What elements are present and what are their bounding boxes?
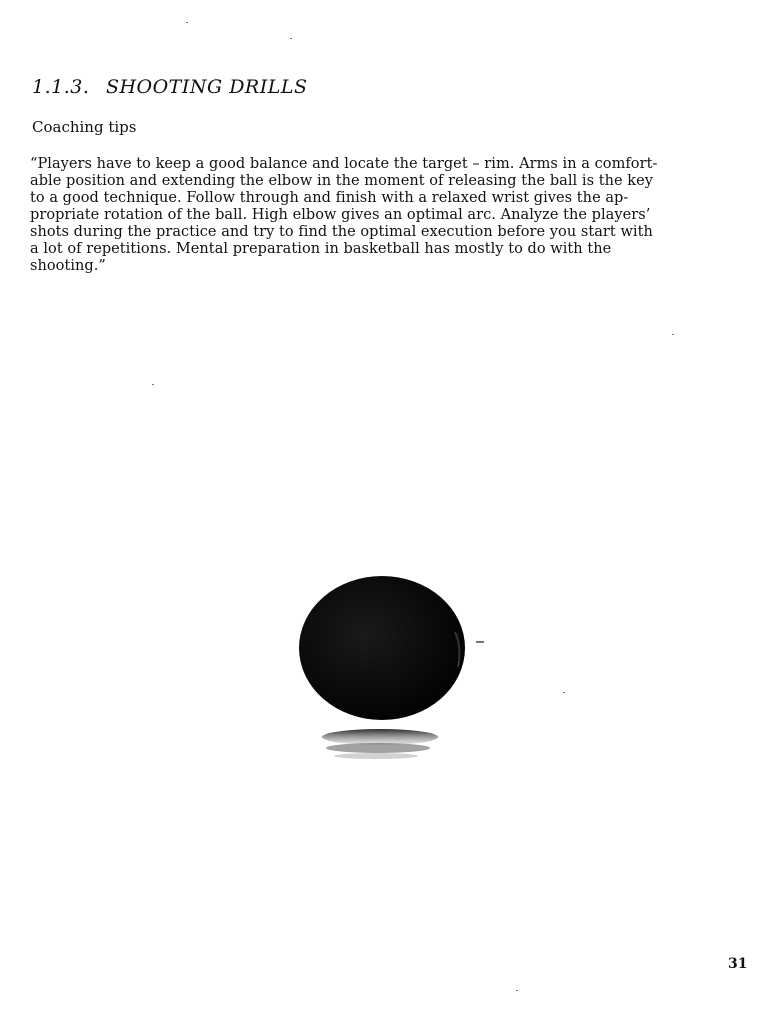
subheading-coaching-tips: Coaching tips bbox=[32, 118, 137, 136]
quote-line: propriate rotation of the ball. High elbow gives an optimal arc. Analyze the players’ bbox=[30, 207, 651, 223]
quote-line: able position and extending the elbow in the moment of releasing the ball is the key bbox=[30, 173, 654, 189]
ball-shadow-streak bbox=[334, 753, 418, 759]
quote-line: to a good technique. Follow through and finish with a relaxed wrist gives the ap- bbox=[30, 190, 629, 206]
scan-speck bbox=[186, 22, 188, 23]
page-number: 31 bbox=[728, 956, 748, 972]
scan-speck bbox=[672, 334, 674, 335]
section-title: SHOOTING DRILLS bbox=[105, 76, 308, 98]
ball-svg bbox=[290, 572, 490, 772]
ball-shadow-streak bbox=[326, 743, 430, 753]
scan-speck bbox=[516, 990, 518, 991]
scan-speck bbox=[290, 38, 292, 39]
scan-speck bbox=[563, 692, 565, 693]
quote-line: shots during the practice and try to find the optimal execution before you start with bbox=[30, 224, 653, 240]
basketball-illustration bbox=[290, 572, 490, 772]
quote-line: “Players have to keep a good balance and locate the target – rim. Arms in a comfort- bbox=[30, 156, 658, 172]
section-heading bbox=[32, 76, 308, 98]
coaching-quote bbox=[30, 156, 730, 275]
ball bbox=[299, 576, 465, 720]
scan-speck bbox=[152, 384, 154, 385]
quote-line: a lot of repetitions. Mental preparation in basketball has mostly to do with the bbox=[30, 241, 612, 257]
quote-line: shooting.” bbox=[30, 258, 106, 274]
ball-shadow bbox=[322, 729, 438, 745]
section-number: 1.1.3. bbox=[32, 76, 90, 98]
